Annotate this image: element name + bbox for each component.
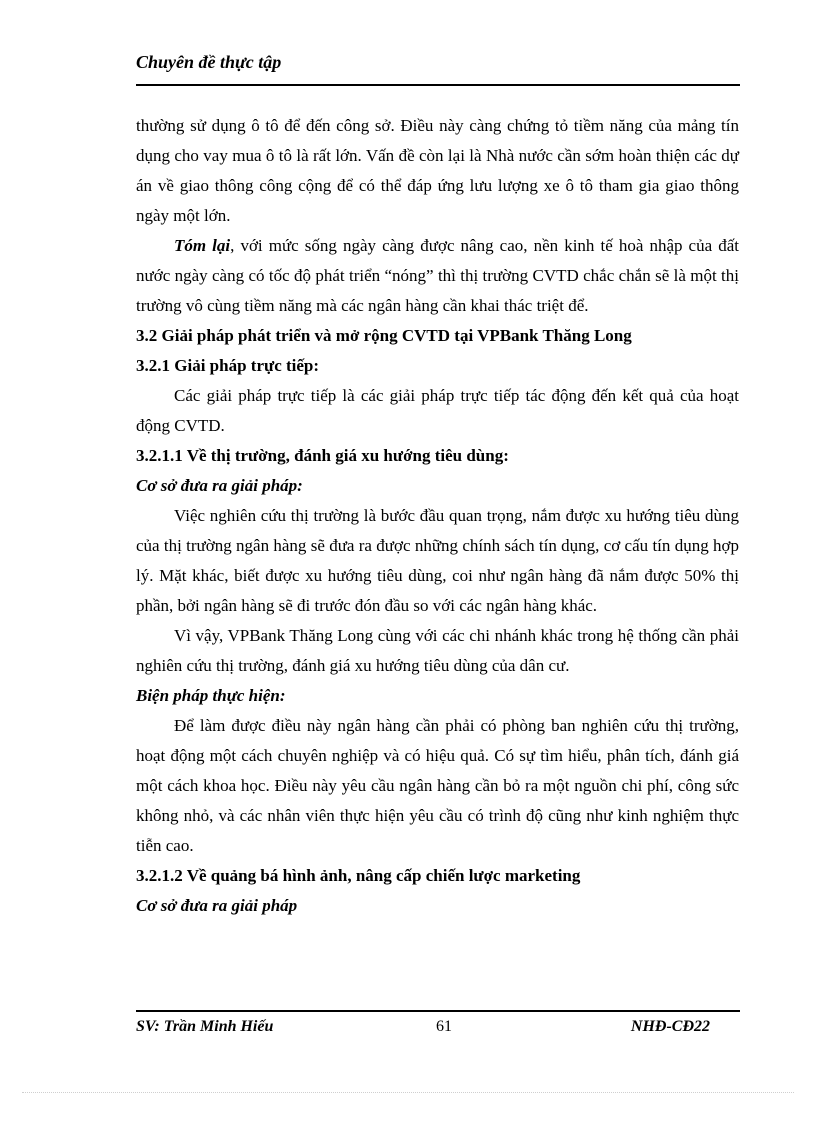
footer-page-number: 61 (436, 1018, 452, 1035)
paragraph-market-research: Việc nghiên cứu thị trường là bước đầu quan trọng, nắm được xu hướng tiêu dùng của thị trường ngân hàng sẽ đưa ra được những chính sách tín dụng, cơ cấu tín dụng hợp lý. Mặt khác, biết được xu hướng tiêu dùng, coi như ngân hàng đã nắm được 50% thị phần, bởi ngân hàng sẽ đi trước đón đầu so với các ngân hàng khác. (136, 506, 739, 615)
label-basis-1: Cơ sở đưa ra giải pháp: (136, 476, 303, 495)
summary-text: , với mức sống ngày càng được nâng cao, nền kinh tế hoà nhập của đất nước ngày càng có tốc độ phát triển “nóng” thì thị trường CVTD chắc chắn sẽ là một thị trường vô cùng tiềm năng mà các ngân hàng cần khai thác triệt để. (136, 236, 739, 315)
footer-class-code: NHĐ-CĐ22 (630, 1018, 710, 1035)
section-heading-3-2-1-2: 3.2.1.2 Về quảng bá hình ảnh, nâng cấp chiến lược marketing (136, 866, 581, 885)
section-heading-3-2-1: 3.2.1 Giải pháp trực tiếp: (136, 356, 320, 375)
paragraph-direct-solutions: Các giải pháp trực tiếp là các giải pháp trực tiếp tác động đến kết quả của hoạt động CVTD. (136, 386, 739, 435)
paragraph-implementation: Để làm được điều này ngân hàng cần phải có phòng ban nghiên cứu thị trường, hoạt động một cách chuyên nghiệp và có hiệu quả. Có sự tìm hiểu, phân tích, đánh giá một cách khoa học. Điều này yêu cầu ngân hàng cần bỏ ra một nguồn chi phí, công sức không nhỏ, và các nhân viên thực hiện yêu cầu có trình độ cũng như kinh nghiệm thực tiễn cao. (136, 716, 739, 855)
label-measures: Biện pháp thực hiện: (136, 686, 286, 705)
section-heading-3-2-1-1: 3.2.1.1 Về thị trường, đánh giá xu hướng tiêu dùng: (136, 446, 509, 465)
document-body (136, 111, 739, 921)
page-header (136, 50, 740, 86)
footer-author: SV: Trần Minh Hiếu (136, 1018, 274, 1035)
section-heading-3-2: 3.2 Giải pháp phát triển và mở rộng CVTD tại VPBank Thăng Long (136, 326, 632, 345)
paragraph-therefore: Vì vậy, VPBank Thăng Long cùng với các chi nhánh khác trong hệ thống cần phải nghiên cứu thị trường, đánh giá xu hướng tiêu dùng của dân cư. (136, 626, 739, 675)
header-title: Chuyên đề thực tập (136, 52, 282, 72)
label-basis-2: Cơ sở đưa ra giải pháp (136, 896, 298, 915)
paragraph-continuation: thường sử dụng ô tô để đến công sở. Điều này càng chứng tỏ tiềm năng của mảng tín dụng cho vay mua ô tô là rất lớn. Vấn đề còn lại là Nhà nước cần sớm hoàn thiện các dự án về giao thông công cộng để có thể đáp ứng lưu lượng xe ô tô tham gia giao thông ngày một lớn. (136, 116, 739, 225)
summary-lead: Tóm lại (174, 236, 231, 255)
paragraph-summary (136, 231, 739, 321)
page-footer (136, 1010, 740, 1042)
page-edge-divider (22, 1092, 794, 1093)
